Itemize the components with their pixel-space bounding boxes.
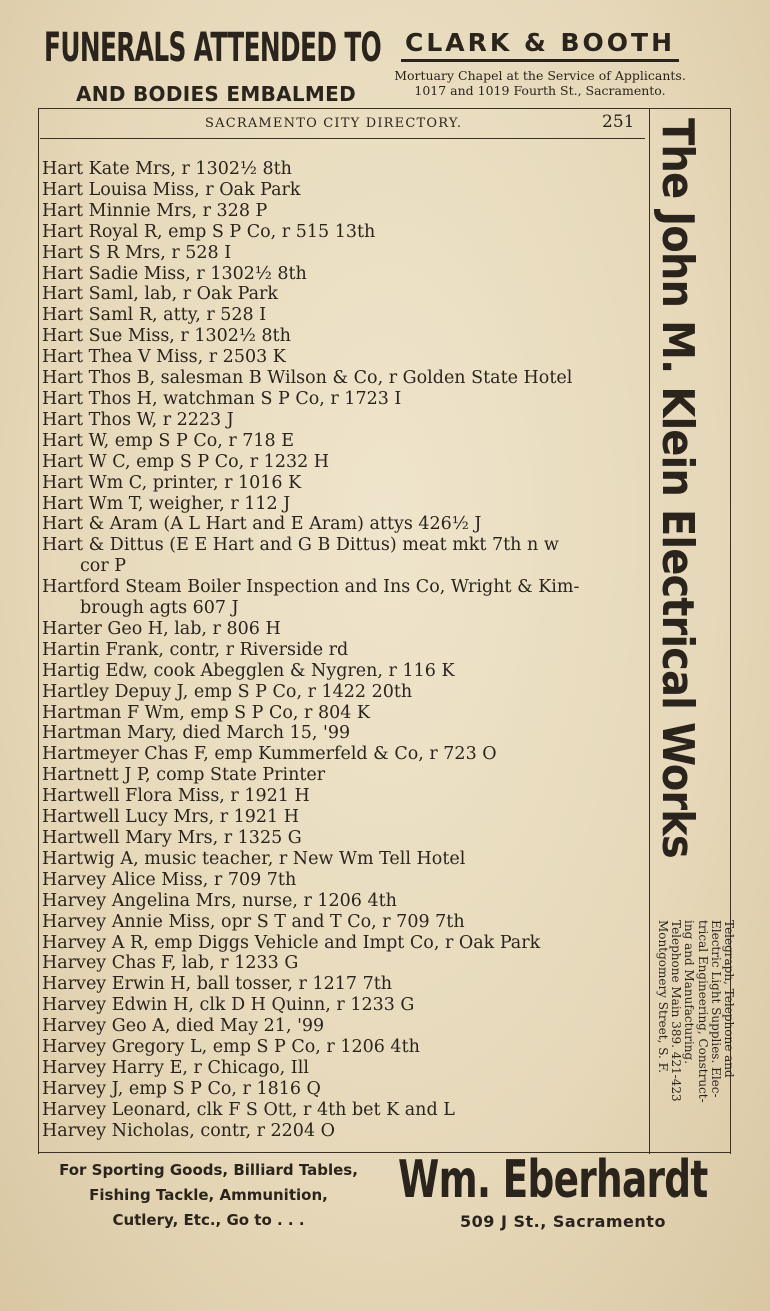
directory-entry: Harvey A R, emp Diggs Vehicle and Impt Co, r Oak Park xyxy=(42,932,541,953)
directory-entry: Hartig Edw, cook Abegglen & Nygren, r 116 K xyxy=(42,660,455,681)
directory-entry: Harvey Geo A, died May 21, '99 xyxy=(42,1016,325,1037)
directory-entry: Harvey Leonard, clk F S Ott, r 4th bet K and L xyxy=(42,1099,455,1120)
mortuary-ad-line2: 1017 and 1019 Fourth St., Sacramento. xyxy=(414,83,666,98)
directory-entry: Hartwell Lucy Mrs, r 1921 H xyxy=(42,807,300,828)
running-head xyxy=(40,110,645,139)
directory-entry: Harvey Annie Miss, opr S T and T Co, r 709 7th xyxy=(42,911,465,932)
directory-entry: Hart Thea V Miss, r 2503 K xyxy=(42,347,286,368)
sporting-goods-ad xyxy=(36,1158,381,1233)
directory-entry: Hart Sadie Miss, r 1302½ 8th xyxy=(42,263,307,284)
directory-entry: Hart W C, emp S P Co, r 1232 H xyxy=(42,451,330,472)
directory-title: SACRAMENTO CITY DIRECTORY. xyxy=(205,116,463,131)
directory-entry: Hartwell Mary Mrs, r 1325 G xyxy=(42,828,302,848)
page-number: 251 xyxy=(602,112,635,132)
directory-entry: Hartley Depuy J, emp S P Co, r 1422 20th xyxy=(42,681,413,702)
directory-entry: brough agts 607 J xyxy=(80,598,239,619)
footer-merchant-address: 509 J St., Sacramento xyxy=(460,1212,666,1231)
sporting-goods-line: For Sporting Goods, Billiard Tables, xyxy=(59,1161,358,1179)
funeral-ad-headline: FUNERALS ATTENDED TO xyxy=(44,25,382,71)
directory-entry: Hartmeyer Chas F, emp Kummerfeld & Co, r 723 O xyxy=(42,744,497,765)
directory-entry: Hart Wm C, printer, r 1016 K xyxy=(42,472,302,493)
directory-entry: Hart Saml R, atty, r 528 I xyxy=(42,305,267,326)
directory-entry: Hartman Mary, died March 15, '99 xyxy=(42,723,351,744)
side-ad-line: ing and Manufacturing. xyxy=(682,920,697,1065)
directory-entry: Hart Saml, lab, r Oak Park xyxy=(42,284,279,305)
directory-entry: Hart & Aram (A L Hart and E Aram) attys 426½ J xyxy=(42,514,482,535)
directory-entry: Hart Royal R, emp S P Co, r 515 13th xyxy=(42,221,376,242)
directory-entry: Hart Louisa Miss, r Oak Park xyxy=(42,179,301,200)
funeral-ad xyxy=(44,25,382,106)
directory-entry: Harvey J, emp S P Co, r 1816 Q xyxy=(42,1078,321,1099)
side-ad-details xyxy=(656,920,735,1103)
mortuary-ad-line1: Mortuary Chapel at the Service of Applicants. xyxy=(394,68,686,83)
directory-entry: Hart Kate Mrs, r 1302½ 8th xyxy=(42,159,292,179)
directory-entry: Harvey Angelina Mrs, nurse, r 1206 4th xyxy=(42,890,397,911)
side-ad-title: The John M. Klein Electrical Works xyxy=(652,118,703,858)
directory-entry: Hart W, emp S P Co, r 718 E xyxy=(42,430,295,451)
directory-entry: Hart Thos W, r 2223 J xyxy=(42,409,234,430)
directory-entry: cor P xyxy=(80,556,127,577)
directory-entry: Hartin Frank, contr, r Riverside rd xyxy=(42,639,349,660)
directory-entry: Harvey Gregory L, emp S P Co, r 1206 4th xyxy=(42,1037,420,1058)
directory-entry: Hartwig A, music teacher, r New Wm Tell Hotel xyxy=(42,848,466,869)
mortuary-ad xyxy=(360,28,720,98)
side-ad-line: Telegraph, Telephone and xyxy=(722,920,736,1078)
directory-entry: Hartwell Flora Miss, r 1921 H xyxy=(42,786,310,807)
directory-entry: Harvey Alice Miss, r 709 7th xyxy=(42,869,297,890)
side-ad-line: Montgomery Street, S. F. xyxy=(655,920,670,1073)
funeral-ad-subline: AND BODIES EMBALMED xyxy=(76,82,356,106)
directory-entry: Hart Thos B, salesman B Wilson & Co, r Golden State Hotel xyxy=(42,368,573,389)
directory-entry: Harvey Chas F, lab, r 1233 G xyxy=(42,953,299,974)
directory-entry: Hartnett J P, comp State Printer xyxy=(42,765,326,786)
directory-entry: Hart Thos H, watchman S P Co, r 1723 I xyxy=(42,388,402,409)
directory-entry: Harter Geo H, lab, r 806 H xyxy=(42,618,281,639)
footer-merchant-name: Wm. Eberhardt xyxy=(398,1150,708,1210)
directory-entry: Harvey Harry E, r Chicago, Ill xyxy=(42,1057,309,1078)
directory-entry: Hart S R Mrs, r 528 I xyxy=(42,242,232,263)
directory-entry: Hart Sue Miss, r 1302½ 8th xyxy=(42,326,291,347)
directory-entry: Hart Wm T, weigher, r 112 J xyxy=(42,493,291,514)
directory-entry: Harvey Erwin H, ball tosser, r 1217 7th xyxy=(42,974,392,995)
sporting-goods-line: Cutlery, Etc., Go to . . . xyxy=(112,1211,305,1229)
directory-entry: Hart & Dittus (E E Hart and G B Dittus) meat mkt 7th n w xyxy=(42,535,559,556)
side-ad-line: Electric Light Supplies. Elec- xyxy=(708,920,723,1098)
mortuary-firm-name: CLARK & BOOTH xyxy=(401,28,679,62)
sporting-goods-line: Fishing Tackle, Ammunition, xyxy=(89,1186,328,1204)
directory-entry: Harvey Nicholas, contr, r 2204 O xyxy=(42,1120,335,1141)
side-ad-line: Telephone Main 389. 421-423 xyxy=(669,920,684,1102)
side-ad-line: trical Engineering, Construct- xyxy=(695,920,710,1103)
directory-entry: Harvey Edwin H, clk D H Quinn, r 1233 G xyxy=(42,995,415,1016)
directory-entries xyxy=(42,159,647,1142)
directory-entry: Hart Minnie Mrs, r 328 P xyxy=(42,200,268,221)
directory-entry: Hartford Steam Boiler Inspection and Ins Co, Wright & Kim- xyxy=(42,577,580,598)
directory-entry: Hartman F Wm, emp S P Co, r 804 K xyxy=(42,702,370,723)
